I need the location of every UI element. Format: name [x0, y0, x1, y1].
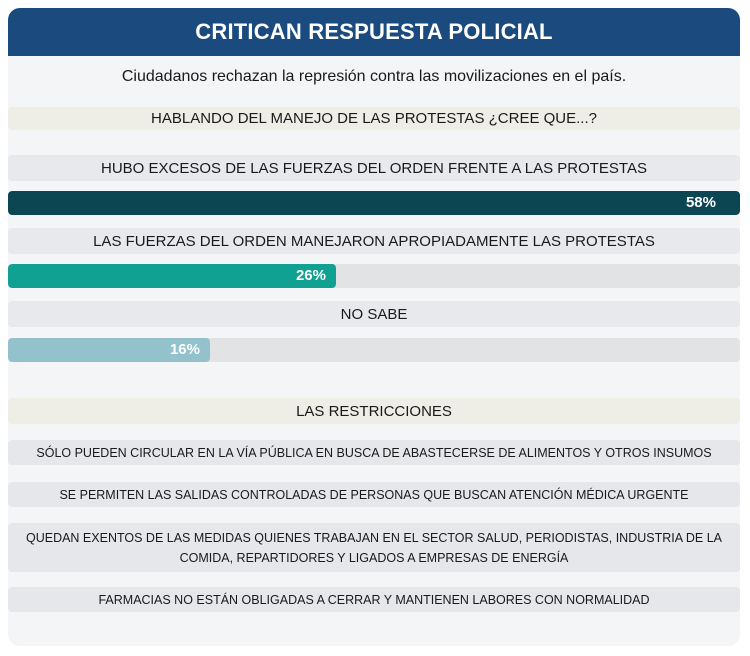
bar-value-label-3: 16% — [169, 341, 200, 358]
bar-track-1 — [8, 191, 740, 215]
bar-category-label-1: HUBO EXCESOS DE LAS FUERZAS DEL ORDEN FRENTE A LAS PROTESTAS — [8, 155, 740, 181]
bar-category-label-2: LAS FUERZAS DEL ORDEN MANEJARON APROPIADAMENTE LAS PROTESTAS — [8, 228, 740, 254]
restriction-item-4: FARMACIAS NO ESTÁN OBLIGADAS A CERRAR Y MANTIENEN LABORES CON NORMALIDAD — [8, 587, 740, 612]
bar-track-3 — [8, 338, 740, 362]
bar-2 — [8, 264, 336, 288]
restriction-item-3: QUEDAN EXENTOS DE LAS MEDIDAS QUIENES TRABAJAN EN EL SECTOR SALUD, PERIODISTAS, INDUSTRIA DE LA COMIDA, REPARTIDORES Y LIGADOS A EMPRESAS DE ENERGÍA — [8, 523, 740, 572]
restriction-item-2: SE PERMITEN LAS SALIDAS CONTROLADAS DE PERSONAS QUE BUSCAN ATENCIÓN MÉDICA URGENTE — [8, 482, 740, 507]
bar-3 — [8, 338, 210, 362]
bar-1 — [8, 191, 740, 215]
header-banner — [8, 8, 740, 56]
bar-value-label-1: 58% — [685, 194, 716, 211]
bar-track-2 — [8, 264, 740, 288]
bar-category-label-3: NO SABE — [8, 301, 740, 327]
question-band: HABLANDO DEL MANEJO DE LAS PROTESTAS ¿CREE QUE...? — [8, 107, 740, 130]
infographic-card — [8, 8, 740, 646]
page-title: CRITICAN RESPUESTA POLICIAL — [195, 19, 553, 44]
restrictions-title: LAS RESTRICCIONES — [8, 398, 740, 424]
bar-value-label-2: 26% — [295, 267, 326, 284]
restriction-item-1: SÓLO PUEDEN CIRCULAR EN LA VÍA PÚBLICA EN BUSCA DE ABASTECERSE DE ALIMENTOS Y OTROS INSUMOS — [8, 440, 740, 465]
subtitle: Ciudadanos rechazan la represión contra las movilizaciones en el país. — [121, 68, 627, 85]
